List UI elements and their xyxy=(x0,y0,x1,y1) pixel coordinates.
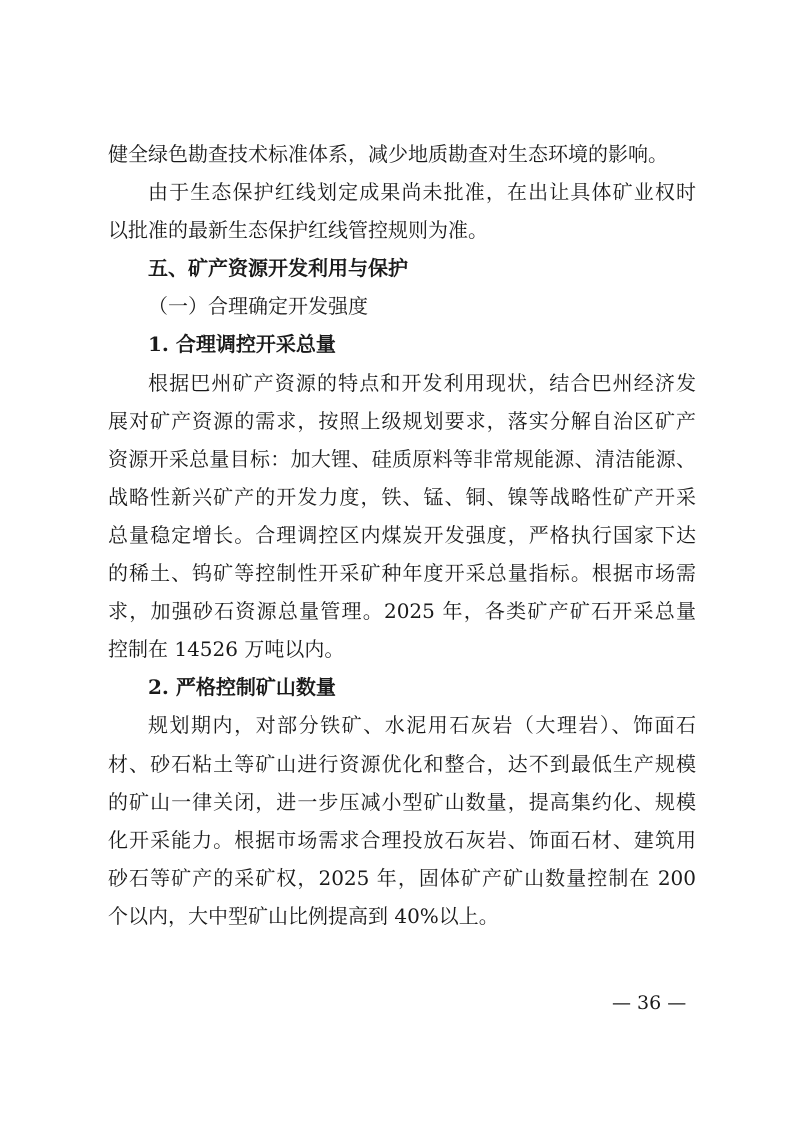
paragraph-line: 资源开采总量目标：加大锂、硅质原料等非常规能源、清洁能源、 xyxy=(108,446,696,471)
paragraph-line: 的矿山一律关闭，进一步压减小型矿山数量，提高集约化、规模 xyxy=(108,789,696,814)
paragraph-line: 总量稳定增长。合理调控区内煤炭开发强度，严格执行国家下达 xyxy=(108,522,696,547)
paragraph-line: 展对矿产资源的需求，按照上级规划要求，落实分解自治区矿产 xyxy=(108,408,696,433)
paragraph-line: 根据巴州矿产资源的特点和开发利用现状，结合巴州经济发 xyxy=(148,370,696,395)
document-body xyxy=(108,135,696,935)
paragraph-line: 规划期内，对部分铁矿、水泥用石灰岩（大理岩）、饰面石 xyxy=(148,713,696,738)
paragraph-line: 求，加强砂石资源总量管理。2025 年，各类矿产矿石开采总量 xyxy=(108,599,696,624)
paragraph-line: 由于生态保护红线划定成果尚未批准，在出让具体矿业权时 xyxy=(148,180,696,205)
page-number: — 36 — xyxy=(612,992,687,1014)
paragraph-line: 战略性新兴矿产的开发力度，铁、锰、铜、镍等战略性矿产开采 xyxy=(108,484,696,509)
paragraph-line: 材、砂石粘土等矿山进行资源优化和整合，达不到最低生产规模 xyxy=(108,751,696,776)
paragraph-line: 以批准的最新生态保护红线管控规则为准。 xyxy=(108,218,488,243)
paragraph-line: 健全绿色勘查技术标准体系，减少地质勘查对生态环境的影响。 xyxy=(108,142,668,166)
item-heading: 1. 合理调控开采总量 xyxy=(148,332,336,357)
paragraph-line: 的稀土、钨矿等控制性开采矿种年度开采总量指标。根据市场需 xyxy=(108,561,696,586)
paragraph-line: 控制在 14526 万吨以内。 xyxy=(108,637,345,662)
section-heading: 五、矿产资源开发利用与保护 xyxy=(148,256,408,281)
subsection-heading: （一）合理确定开发强度 xyxy=(148,294,368,319)
paragraph-line: 个以内，大中型矿山比例提高到 40%以上。 xyxy=(108,903,499,928)
item-heading: 2. 严格控制矿山数量 xyxy=(148,675,336,700)
paragraph-line: 化开采能力。根据市场需求合理投放石灰岩、饰面石材、建筑用 xyxy=(108,827,696,852)
paragraph-line: 砂石等矿产的采矿权，2025 年，固体矿产矿山数量控制在 200 xyxy=(108,865,696,890)
